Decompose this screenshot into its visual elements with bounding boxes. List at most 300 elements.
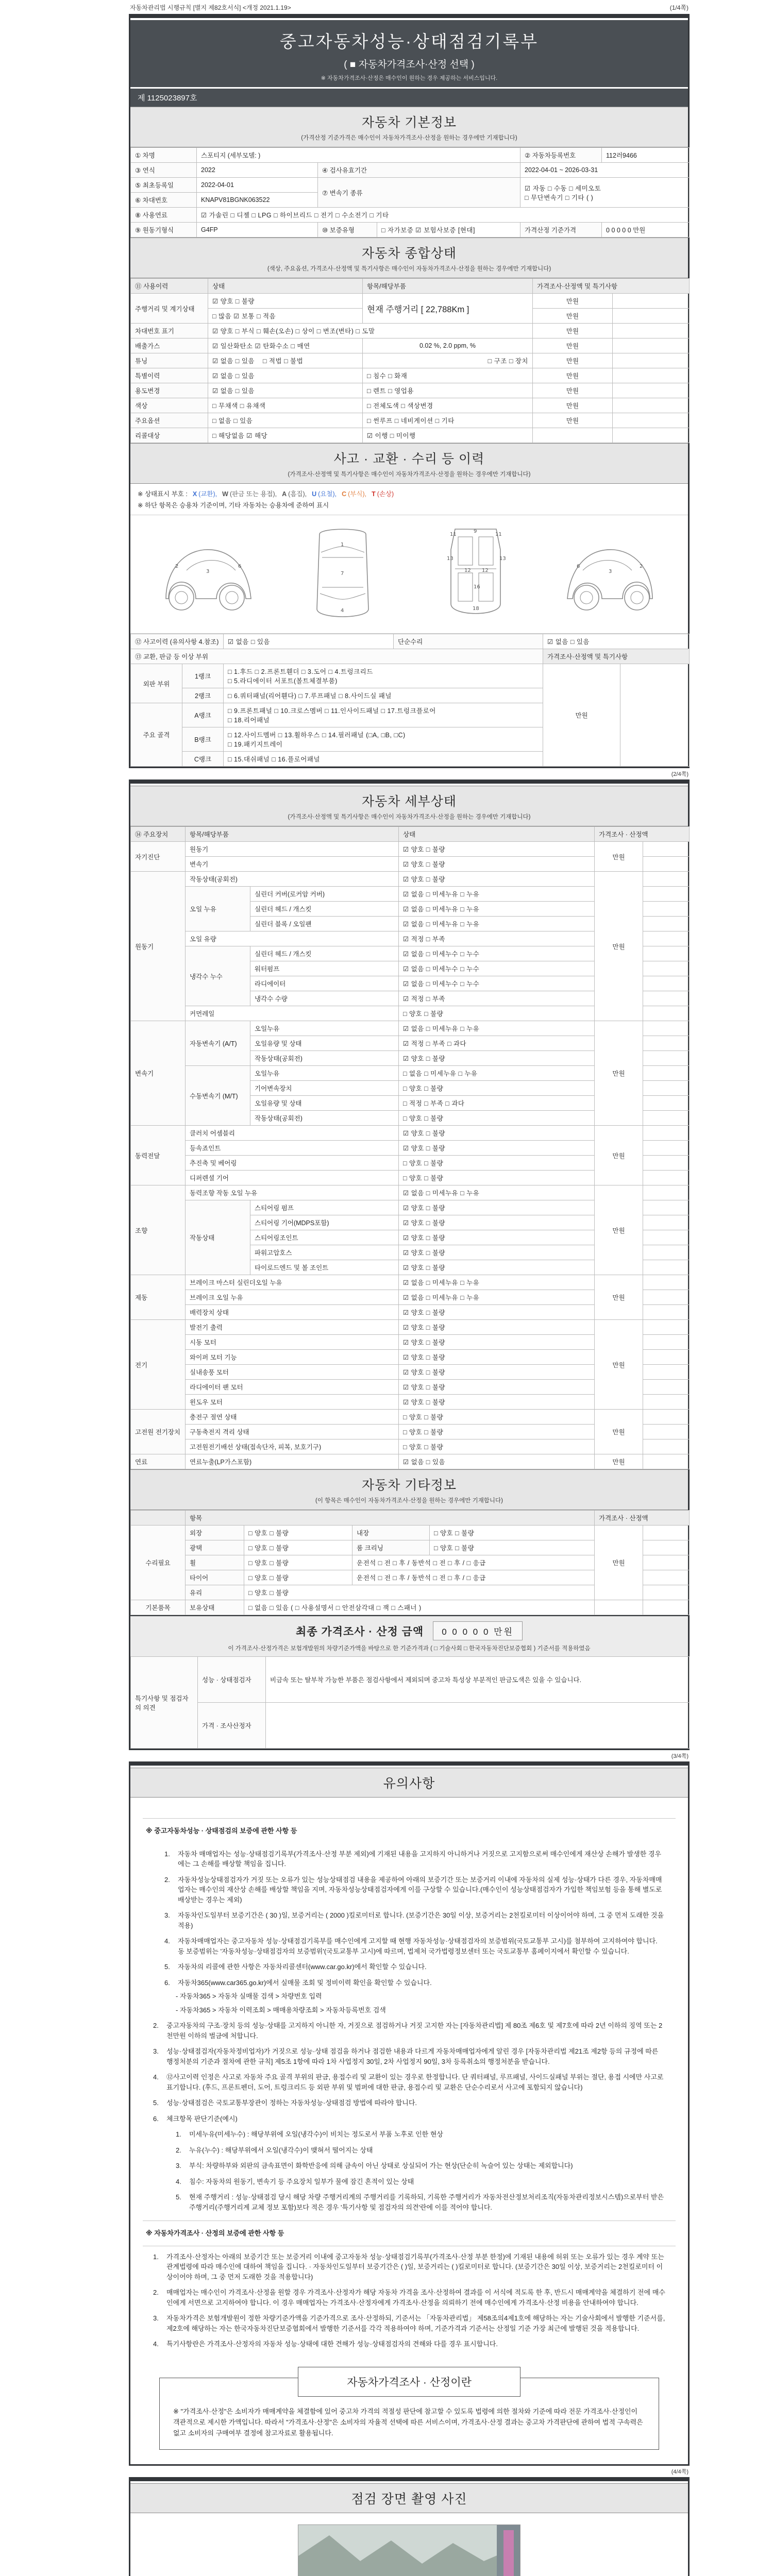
notes-cell bbox=[643, 1350, 690, 1365]
checkbox-group: ☑ 일산화탄소 ☑ 탄화수소 □ 매연 bbox=[208, 338, 363, 353]
svg-text:3: 3 bbox=[609, 569, 612, 574]
item-label: 냉각수 수량 bbox=[250, 991, 399, 1006]
price-cell: 만원 bbox=[533, 338, 613, 353]
notice-item: 5. 자동차의 리콜에 관한 사항은 자동차리콜센터(www.car.go.kr)에서 확인할 수 있습니다. bbox=[164, 1963, 427, 1971]
notes-cell bbox=[613, 383, 690, 398]
notice-item: 5. 현재 주행거리 : 성능·상태점검 당시 해당 차량 주행거리계의 주행거리를 기록하되, 기록한 주행거리가 자동차전산정보처리조직(자동차관리정보시스템)으로부터 받은 주행거리(주행거리계 교체 정보 포함)보다 적은 경우 '특기사항 및 점검자의 의견'란에 이를 적어야 합니다. bbox=[176, 2193, 664, 2211]
page-number-2: (2/4쪽) bbox=[671, 771, 688, 777]
notes-cell bbox=[643, 1185, 690, 1200]
checkbox-group: ☑ 양호 □ 불량 bbox=[399, 842, 595, 857]
item-label: 작동상태(공회전) bbox=[250, 1051, 399, 1066]
checkbox-group: □ 양호 □ 불량 bbox=[430, 1540, 595, 1555]
notes-cell bbox=[643, 1410, 690, 1425]
price-cell: 만원 bbox=[595, 1275, 643, 1320]
notes-cell bbox=[613, 353, 690, 368]
price-cell: 만원 bbox=[533, 353, 613, 368]
notes-cell bbox=[613, 309, 690, 324]
svg-text:13: 13 bbox=[447, 556, 453, 562]
group-label: 조향 bbox=[131, 1185, 186, 1275]
notes-cell bbox=[643, 872, 690, 887]
notes-cell bbox=[643, 1156, 690, 1171]
checkbox-group: □ 썬루프 □ 네비게이션 □ 기타 bbox=[363, 413, 533, 428]
notes-cell bbox=[643, 887, 690, 902]
checkbox-group: ☑ 이행 □ 미이행 bbox=[363, 428, 533, 443]
notice-item: 4. ⑫사고이력 인정은 사고로 자동차 주요 골격 부위의 판금, 용접수리 및 교환이 있는 경우로 한정합니다. 단 쿼터패널, 루프패널, 사이드실패널 부위는 절단, 용접 시에만 사고로 표기합니다. (후드, 프론트펜더, 도어, 트렁크리드 등 외판 부위 및 범퍼에 대한 판금, 용접수리 및 교환은 단순수리로서 사고에 포함되지 않습니다) bbox=[153, 2073, 664, 2091]
item-label: 내장 bbox=[352, 1526, 430, 1540]
page2-block bbox=[129, 779, 690, 1750]
field-value: 스포티지 (세부모델: ) bbox=[197, 148, 520, 163]
svg-text:3: 3 bbox=[206, 569, 210, 574]
checkbox-group: ☑ 없음 □ 미세누유 □ 누유 bbox=[399, 1290, 595, 1305]
item-label: 동력조향 작동 오일 누유 bbox=[186, 1185, 399, 1200]
item-label: 브레이크 오일 누유 bbox=[186, 1290, 399, 1305]
checkbox-group: ☑ 양호 □ 불량 bbox=[399, 1305, 595, 1320]
item-label: 라디에이터 팬 모터 bbox=[186, 1380, 399, 1395]
field-value: 112러9466 bbox=[602, 148, 690, 163]
item-label: 구동축전지 격리 상태 bbox=[186, 1425, 399, 1439]
page-number-3: (3/4쪽) bbox=[671, 1753, 688, 1759]
item-label: 타이어 bbox=[186, 1570, 244, 1585]
checkbox-group: □ 많음 ☑ 보통 □ 적음 bbox=[208, 309, 363, 324]
notes-cell bbox=[643, 961, 690, 976]
law-reference: 자동차관리법 시행규칙 [별지 제82호서식] <개정 2021.1.19> bbox=[130, 4, 291, 11]
detail-state-header bbox=[130, 786, 688, 826]
notes-cell bbox=[643, 1215, 690, 1230]
item-label: 브레이크 마스터 실린더오일 누유 bbox=[186, 1275, 399, 1290]
price-cell: 만원 bbox=[533, 413, 613, 428]
checkbox-group: ☑ 양호 □ 불량 bbox=[399, 1126, 595, 1141]
item-label: 실린더 헤드 / 개스킷 bbox=[250, 946, 399, 961]
notice-item: 5. 성능·상태점검은 국토교통부장관이 정하는 자동차성능·상태점검 방법에 따라야 합니다. bbox=[153, 2099, 417, 2107]
notes-cell bbox=[643, 1305, 690, 1320]
basic-info-table bbox=[130, 147, 690, 238]
notice-item: 2. 누유(누수) : 해당부위에서 오일(냉각수)이 맺혀서 떨어지는 상태 bbox=[176, 2146, 373, 2154]
col-header: ⑭ 주요장치 bbox=[131, 827, 186, 842]
field-label: ⑥ 차대번호 bbox=[131, 193, 197, 208]
car-diagram-right-side bbox=[557, 521, 668, 627]
transmission-options-line2: □ 무단변속기 □ 기타 ( ) bbox=[525, 194, 594, 201]
checkbox-group: ☑ 없음 □ 있음 bbox=[543, 634, 690, 649]
notes-cell bbox=[643, 1200, 690, 1215]
page-meta-line bbox=[129, 0, 690, 14]
notes-cell bbox=[643, 1335, 690, 1350]
item-label: 원동기 bbox=[186, 842, 399, 857]
item-label: 충전구 절연 상태 bbox=[186, 1410, 399, 1425]
car-damage-diagrams bbox=[130, 515, 688, 634]
other-info-table bbox=[130, 1510, 690, 1615]
detail-state-subtitle: (가격조사·산정액 및 특기사항은 매수인이 자동차가격조사·산정을 원하는 경우에만 기재합니다) bbox=[288, 814, 531, 820]
report-subtitle: ( ■ 자동차가격조사·산정 선택 ) bbox=[344, 59, 475, 70]
legend-note: ※ 하단 항목은 승용차 기준이며, 기타 자동차는 승용차에 준하여 표시 bbox=[130, 499, 688, 515]
checkbox-group: ☑ 없음 □ 있음 □ 적법 □ 불법 bbox=[208, 353, 363, 368]
checkbox-group: ☑ 없음 □ 있음 bbox=[208, 383, 363, 398]
price-cell: 만원 bbox=[533, 324, 613, 338]
notice-item: 3. 부식: 차량하부와 외판의 금속표면이 화학반응에 의해 금속이 아닌 상태로 상실되어 가는 현상(단순히 녹슬어 있는 상태는 제외합니다) bbox=[176, 2162, 573, 2170]
notes-cell bbox=[613, 294, 690, 309]
checkbox-group: ☑ 양호 □ 불량 bbox=[399, 872, 595, 887]
notes-cell bbox=[643, 1260, 690, 1275]
row-label: ⑫ 사고이력 (유의사항 4.참조) bbox=[131, 634, 224, 649]
row-label: 튜닝 bbox=[131, 353, 208, 368]
price-cell: 만원 bbox=[595, 1320, 643, 1410]
price-cell: 만원 bbox=[543, 664, 620, 767]
col-header: 가격조사·산정액 및 특기사항 bbox=[533, 279, 690, 294]
group-label: 외판 부위 bbox=[131, 664, 182, 703]
checkbox-group: ☑ 없음 □ 미세누수 □ 누수 bbox=[399, 961, 595, 976]
col-header: 상태 bbox=[399, 827, 595, 842]
price-cell: 만원 bbox=[533, 383, 613, 398]
notice-item: 2. 매매업자는 매수인이 가격조사·산정을 원할 경우 가격조사·산정자가 해당 자동차 가격을 조사·산정하여 결과를 이 서식에 적도록 한 후, 반드시 매매계약을 체결하기 전에 매수인에게 서면으로 고지하여야 합니다. 이 경우 매매업자는 가격조사·산정자에게 가격조사·산정을 의뢰하기 전에 매수인에게 가격조사·산정 비용을 안내하여야 합니다. bbox=[153, 2289, 665, 2307]
overall-state-header bbox=[130, 238, 688, 278]
item-label: 스티어링조인트 bbox=[250, 1230, 399, 1245]
svg-text:9: 9 bbox=[474, 529, 477, 534]
checkbox-group: ☑ 없음 □ 미세누유 □ 누유 bbox=[399, 902, 595, 917]
notes-cell bbox=[643, 976, 690, 991]
notice-item: ※ 자동차가격조사 · 산정의 보증에 관한 사항 등 bbox=[143, 2221, 676, 2246]
notes-cell bbox=[643, 1141, 690, 1156]
checkbox-group: ☑ 없음 □ 미세누유 □ 누유 bbox=[399, 1021, 595, 1036]
svg-text:12: 12 bbox=[464, 568, 471, 573]
notes-cell bbox=[620, 664, 690, 767]
checkbox-group: 운전석 □ 전 □ 후 / 동반석 □ 전 □ 후 / □ 응급 bbox=[352, 1555, 595, 1570]
price-cell: 만원 bbox=[533, 309, 613, 324]
price-cell bbox=[533, 428, 613, 443]
field-label: 가격산정 기준가격 bbox=[520, 223, 602, 238]
basic-info-subtitle: (가격산정 기준가격은 매수인이 자동차가격조사·산정을 원하는 경우에만 기재합니다) bbox=[301, 135, 517, 141]
field-label: ① 차명 bbox=[131, 148, 197, 163]
notice-item: - 자동차365 > 자동차 실매물 검색 > 차량번호 입력 bbox=[176, 1992, 322, 2000]
col-header bbox=[131, 1511, 186, 1526]
item-label: 스티어링 기어(MDPS포함) bbox=[250, 1215, 399, 1230]
notes-cell bbox=[643, 1066, 690, 1081]
checkbox-group: □ 양호 □ 불량 bbox=[399, 1111, 595, 1126]
checkbox-group: ☑ 양호 □ 불량 bbox=[399, 1245, 595, 1260]
checkbox-group: ☑ 없음 □ 있음 bbox=[208, 368, 363, 383]
group-label: 동력전달 bbox=[131, 1126, 186, 1185]
item-label: 오일누유 bbox=[250, 1066, 399, 1081]
notes-cell bbox=[613, 338, 690, 353]
other-info-title: 자동차 기타정보 bbox=[362, 1478, 457, 1493]
final-price-note: 이 가격조사·산정가격은 보험개발원의 차량기준가액을 바탕으로 한 기준가격과 ( □ 기술사회 □ 한국자동차진단보증협회 ) 기준서를 적용하였음 bbox=[228, 1646, 591, 1652]
checkbox-group: □ 양호 □ 불량 bbox=[399, 1081, 595, 1096]
svg-text:2: 2 bbox=[640, 564, 643, 569]
notes-cell bbox=[643, 1171, 690, 1185]
checkbox-group: □ 양호 □ 불량 bbox=[430, 1526, 595, 1540]
group-label: 변속기 bbox=[131, 1021, 186, 1126]
checkbox-group: ☑ 양호 □ 불량 bbox=[399, 1051, 595, 1066]
price-cell: 만원 bbox=[595, 842, 643, 872]
item-label: 와이퍼 모터 기능 bbox=[186, 1350, 399, 1365]
price-cell: 만원 bbox=[533, 368, 613, 383]
checkbox-group: □ 무채색 □ 유채색 bbox=[208, 398, 363, 413]
checkbox-group: □ 양호 □ 불량 bbox=[399, 1410, 595, 1425]
car-diagram-top-view bbox=[291, 521, 394, 627]
row-label: 리콜대상 bbox=[131, 428, 208, 443]
col-header: 항목 bbox=[186, 1511, 595, 1526]
item-label: 워터펌프 bbox=[250, 961, 399, 976]
field-label: ⑦ 변속기 종류 bbox=[318, 178, 520, 208]
col-header: 가격조사 · 산정액 bbox=[595, 827, 690, 842]
price-cell: 만원 bbox=[533, 398, 613, 413]
notice-item: 1. 자동차 매매업자는 성능·상태점검기록부(가격조사·산정 부분 제외)에 기재된 내용을 고지하지 아니하거나 거짓으로 고지함으로써 매수인에게 재산상 손해가 발생한 경우에는 그 손해를 배상할 책임을 집니다. bbox=[164, 1850, 661, 1868]
accident-repair-table bbox=[130, 634, 690, 767]
notice-item: 2. 중고자동차의 구조·장치 등의 성능·상태를 고지하지 아니한 자, 거짓으로 점검하거나 거짓 고지한 자는 [자동차관리법] 제 80조 제6호 및 제7호에 따라 2년 이하의 징역 또는 2천만원 이하의 벌금에 처합니다. bbox=[153, 2022, 663, 2040]
inspector-opinion-text: 비금속 또는 탈부착 가능한 부품은 점검사항에서 제외되며 중고차 특성상 부분적인 판금도색은 있을 수 있습니다. bbox=[266, 1657, 690, 1703]
checkbox-group: 운전석 □ 전 □ 후 / 동반석 □ 전 □ 후 / □ 응급 bbox=[352, 1570, 595, 1585]
page4-block bbox=[129, 2477, 690, 2576]
page3-block bbox=[129, 1761, 690, 2466]
checkbox-group: ☑ 양호 □ 불량 bbox=[399, 1141, 595, 1156]
notes-cell bbox=[643, 1439, 690, 1454]
notes-cell bbox=[643, 902, 690, 917]
item-label: 윈도우 모터 bbox=[186, 1395, 399, 1410]
item-label: 실린더 커버(로커암 커버) bbox=[250, 887, 399, 902]
checkbox-group: ☑ 양호 □ 불량 bbox=[208, 294, 363, 309]
price-cell: 만원 bbox=[595, 1526, 643, 1600]
checkbox-group: ☑ 없음 □ 미세누유 □ 누유 bbox=[399, 1185, 595, 1200]
notes-cell bbox=[643, 1036, 690, 1051]
notes-cell bbox=[643, 1096, 690, 1111]
detail-state-table bbox=[130, 826, 690, 1469]
price-cell: 만원 bbox=[595, 1021, 643, 1126]
notice-item: ※ 중고자동차성능 · 상태점검의 보증에 관한 사항 등 bbox=[143, 1818, 676, 1843]
checkbox-group: ☑ 양호 □ 불량 bbox=[399, 857, 595, 872]
car-diagram-underbody bbox=[424, 521, 527, 627]
item-label: 룸 크리닝 bbox=[352, 1540, 430, 1555]
report-note: ※ 자동차가격조사·산정은 매수인이 원하는 경우 제공하는 서비스입니다. bbox=[321, 75, 498, 81]
item-label: 광택 bbox=[186, 1540, 244, 1555]
notes-cell bbox=[643, 1540, 690, 1555]
checkbox-group: ☑ 양호 □ 불량 bbox=[399, 1215, 595, 1230]
row-label: 차대번호 표기 bbox=[131, 324, 208, 338]
page-number-1: (1/4쪽) bbox=[669, 4, 688, 11]
row-label: ⑬ 교환, 판금 등 이상 부위 bbox=[131, 649, 543, 664]
notes-cell bbox=[643, 1245, 690, 1260]
page-number-4: (4/4쪽) bbox=[671, 2468, 688, 2475]
notice-item: 3. 자동차인도일부터 보증기간은 ( 30 )일, 보증거리는 ( 2000 )킬로미터로 합니다. (보증기간은 30일 이상, 보증거리는 2천킬로미터 이상이어야 하며, 그 중 먼저 도래한 것을 적용) bbox=[164, 1911, 664, 1929]
notes-cell bbox=[643, 1555, 690, 1570]
notes-cell bbox=[643, 1051, 690, 1066]
price-cell: 만원 bbox=[595, 1410, 643, 1454]
notes-cell bbox=[643, 1021, 690, 1036]
checkbox-group: □ 적정 □ 부족 □ 과다 bbox=[399, 1096, 595, 1111]
notice-header bbox=[130, 1768, 688, 1798]
checkbox-group: □ 양호 □ 불량 bbox=[244, 1540, 352, 1555]
final-price-band bbox=[130, 1615, 688, 1656]
item-label: 고전원전기배선 상태(접속단자, 피복, 보호기구) bbox=[186, 1439, 399, 1454]
notes-cell bbox=[643, 991, 690, 1006]
item-label: 작동상태(공회전) bbox=[186, 872, 399, 887]
svg-text:12: 12 bbox=[482, 568, 489, 573]
notice-item: 4. 자동차매매업자는 중고자동차 성능·상태점검기록부를 매수인에게 고지할 때 현행 자동차성능·상태점검자의 보증범위(국토교통부 고시)를 첨부하여 고지하여야 합니다. 동 보증범위는 '자동차성능·상태점검자의 보증범위'(국토교통부 고시)에 따르며, 법제처 국가법령정보센터 또는 국토교통부 홈페이지에서 확인할 수 있습니다. bbox=[164, 1937, 658, 1955]
notes-cell bbox=[643, 842, 690, 857]
report-title-band bbox=[130, 20, 688, 87]
item-label: 파워고압호스 bbox=[250, 1245, 399, 1260]
checkbox-group: □ 양호 □ 불량 bbox=[399, 1425, 595, 1439]
checkbox-group: □ 9.프론트패널 □ 10.크로스멤버 □ 11.인사이드패널 □ 17.트렁크플로어 □ 18.리어패널 bbox=[224, 703, 543, 727]
notes-cell bbox=[643, 1320, 690, 1335]
final-price-label: 최종 가격조사 · 산정 금액 bbox=[296, 1625, 424, 1638]
field-label: ② 자동차등록번호 bbox=[520, 148, 602, 163]
overall-state-table bbox=[130, 278, 690, 443]
checkbox-group: □ 15.대쉬패널 □ 16.플로어패널 bbox=[224, 752, 543, 767]
field-label: ③ 연식 bbox=[131, 163, 197, 178]
col-header: 가격조사·산정액 및 특기사항 bbox=[543, 649, 690, 664]
field-label: ⑩ 보증유형 bbox=[318, 223, 377, 238]
item-label: 스티어링 펌프 bbox=[250, 1200, 399, 1215]
page1-block bbox=[129, 14, 690, 768]
pricing-info-title: 자동차가격조사 · 산정이란 bbox=[298, 2367, 520, 2397]
notes-cell bbox=[643, 917, 690, 931]
other-info-subtitle: (이 항목은 매수인이 자동차가격조사·산정을 원하는 경우에만 기재합니다) bbox=[315, 1498, 503, 1504]
pricing-info-box bbox=[159, 2378, 659, 2450]
svg-text:6: 6 bbox=[238, 564, 242, 569]
price-cell: 만원 bbox=[595, 1454, 643, 1469]
notes-cell bbox=[643, 1230, 690, 1245]
notice-title: 유의사항 bbox=[383, 1776, 435, 1791]
row-label: 가격 · 조사산정자 bbox=[198, 1703, 266, 1749]
item-label: 오일누유 bbox=[250, 1021, 399, 1036]
row-label: 단순수리 bbox=[394, 634, 543, 649]
field-value: 2022-04-01 ~ 2026-03-31 bbox=[520, 163, 690, 178]
row-label: 주행거리 및 계기상태 bbox=[131, 294, 208, 324]
checkbox-group: □ 양호 □ 불량 bbox=[399, 1171, 595, 1185]
document-number: 제 1125023897호 bbox=[130, 87, 688, 107]
field-value: 0 0 0 0 0 만원 bbox=[602, 223, 690, 238]
item-label: 클러치 어셈블리 bbox=[186, 1126, 399, 1141]
checkbox-group: ☑ 양호 □ 불량 bbox=[399, 1320, 595, 1335]
svg-text:13: 13 bbox=[499, 556, 506, 562]
checkbox-group: □ 양호 □ 불량 bbox=[399, 1006, 595, 1021]
checkbox-group: □ 양호 □ 불량 bbox=[399, 1439, 595, 1454]
other-info-header bbox=[130, 1469, 688, 1510]
checkbox-group: ☑ 없음 □ 미세누유 □ 누유 bbox=[399, 887, 595, 902]
checkbox-group: ☑ 양호 □ 불량 bbox=[399, 1365, 595, 1380]
col-header: 항목/해당부품 bbox=[186, 827, 399, 842]
notes-cell bbox=[613, 368, 690, 383]
group-label: 원동기 bbox=[131, 872, 186, 1021]
notes-cell bbox=[613, 413, 690, 428]
inspection-photos bbox=[130, 2513, 688, 2576]
state-code-legend: ※ 상태표시 부호 : X (교환), W (판금 또는 용접), A (흠집), U (요철), C (부식), T (손상) bbox=[138, 490, 394, 498]
item-label: 실린더 블록 / 오일팬 bbox=[250, 917, 399, 931]
group-label: 전기 bbox=[131, 1320, 186, 1410]
checkbox-group: ☑ 없음 □ 있음 bbox=[224, 634, 394, 649]
group-label: 기본품목 bbox=[131, 1600, 186, 1615]
item-label: 유리 bbox=[186, 1585, 244, 1600]
row-label: 성능 · 상태점검자 bbox=[198, 1657, 266, 1703]
checkbox-group: ☑ 없음 □ 미세누유 □ 누유 bbox=[399, 917, 595, 931]
field-label: ⑤ 최초등록일 bbox=[131, 178, 197, 193]
group-label: 특기사항 및 점검자의 의견 bbox=[131, 1657, 198, 1749]
item-label: 오일 유량 bbox=[186, 931, 399, 946]
notice-item: 4. 특기사항란은 가격조사·산정자의 자동차 성능·상태에 대한 견해가 성능·상태점검자의 견해와 다를 경우 표시합니다. bbox=[153, 2340, 498, 2348]
svg-text:7: 7 bbox=[341, 571, 344, 577]
basic-info-header bbox=[130, 107, 688, 147]
col-header: 상태 bbox=[208, 279, 363, 294]
item-label: 연료누출(LP가스포함) bbox=[186, 1454, 399, 1469]
notice-item: 3. 성능·상태점검자(자동차정비업자)가 거짓으로 성능·상태 점검을 하거나 점검한 내용과 다르게 자동차매매업자에게 알린 경우 [자동차관리법 제21조 제2항 등의 규정에 따른 행정처분의 기준과 절차에 관한 규칙] 제5조 1항에 따라 1차 사업정지 30일, 2차 사업정지 90일, 3차 등록취소의 행정처분을 받습니다. bbox=[153, 2047, 659, 2065]
checkbox-group: □ 렌트 □ 영업용 bbox=[363, 383, 533, 398]
notes-cell bbox=[643, 1425, 690, 1439]
accident-history-header bbox=[130, 443, 688, 484]
col-header: ⑪ 사용이력 bbox=[131, 279, 208, 294]
notice-item: - 자동차365 > 자동차 이력조회 > 매매용차량조회 > 자동차등록번호 검색 bbox=[176, 2006, 386, 2014]
svg-text:1: 1 bbox=[341, 542, 344, 548]
item-label: 발전기 출력 bbox=[186, 1320, 399, 1335]
price-cell: 만원 bbox=[595, 872, 643, 1021]
item-label: 실내송풍 모터 bbox=[186, 1365, 399, 1380]
photo-section-title: 점검 장면 촬영 사진 bbox=[351, 2492, 467, 2506]
checkbox-group: □ 1.후드 □ 2.프론트휀더 □ 3.도어 □ 4.트렁크리드 □ 5.라디에이터 서포트(볼트체결부품) bbox=[224, 664, 543, 688]
legend-prefix: ※ 상태표시 부호 : bbox=[138, 490, 188, 498]
transmission-options-line1: ☑ 자동 □ 수동 □ 세미오토 bbox=[525, 184, 601, 192]
checkbox-group: ☑ 없음 □ 미세누유 □ 누유 bbox=[399, 1275, 595, 1290]
appraiser-opinion-text bbox=[266, 1703, 690, 1749]
item-label: 기어변속장치 bbox=[250, 1081, 399, 1096]
sub-label: 작동상태 bbox=[186, 1200, 250, 1275]
notes-cell bbox=[643, 946, 690, 961]
notes-cell bbox=[643, 1600, 690, 1615]
svg-text:11: 11 bbox=[495, 532, 502, 537]
item-label: 시동 모터 bbox=[186, 1335, 399, 1350]
group-label: 수리필요 bbox=[131, 1526, 186, 1600]
svg-text:6: 6 bbox=[577, 564, 580, 569]
report-title: 중고자동차성능·상태점검기록부 bbox=[279, 32, 539, 51]
item-label: 커먼레일 bbox=[186, 1006, 399, 1021]
checkbox-group: □ 전체도색 □ 색상변경 bbox=[363, 398, 533, 413]
notes-cell bbox=[613, 324, 690, 338]
checkbox-group: ☑ 없음 □ 미세누수 □ 누수 bbox=[399, 976, 595, 991]
notice-item: 6. 체크항목 판단기준(예시) bbox=[153, 2114, 238, 2123]
checkbox-group: □ 해당없음 ☑ 해당 bbox=[208, 428, 363, 443]
checkbox-group: ☑ 양호 □ 불량 bbox=[399, 1335, 595, 1350]
notes-cell bbox=[643, 1111, 690, 1126]
field-value: 2022 bbox=[197, 163, 318, 178]
notice-item: 6. 자동차365(www.car365.go.kr)에서 실매물 조회 및 정비이력 확인을 확인할 수 있습니다. bbox=[164, 1978, 432, 1987]
checkbox-group: ☑ 양호 □ 불량 bbox=[399, 1230, 595, 1245]
notes-cell bbox=[643, 1006, 690, 1021]
notes-cell bbox=[613, 428, 690, 443]
field-label: ⑧ 사용연료 bbox=[131, 208, 197, 223]
notes-cell bbox=[643, 1290, 690, 1305]
checkbox-group: ☑ 적정 □ 부족 □ 과다 bbox=[399, 1036, 595, 1051]
notice-item: 4. 침수: 자동차의 원동기, 변속기 등 주요장치 일부가 물에 잠긴 흔적이 있는 상태 bbox=[176, 2177, 414, 2185]
checkbox-group: ☑ 양호 □ 불량 bbox=[399, 1350, 595, 1365]
final-price-amount: 0 0 0 0 0 만원 bbox=[433, 1621, 523, 1640]
photo-section-header bbox=[130, 2483, 688, 2513]
svg-text:2: 2 bbox=[175, 564, 179, 569]
sub-label: 수동변속기 (M/T) bbox=[186, 1066, 250, 1126]
group-label: 연료 bbox=[131, 1454, 186, 1469]
emission-values: 0.02 %, 2.0 ppm, % bbox=[363, 338, 533, 353]
notice-item: 1. 가격조사·산정자는 아래의 보증기간 또는 보증거리 이내에 중고자동차 성능·상태점검기록부(가격조사·산정 부분 한정)에 기재된 내용에 허위 또는 오류가 있는 경우 계약 또는 관계법령에 따라 매수인에 대하여 책임을 집니다. · 자동차인도일부터 보증기간은 ( )일, 보증거리는 ( )킬로미터로 합니다. (보증기간은 30일 이상, 보증거리는 2천킬로미터 이상이어야 하며, 그 중 먼저 도래한 것을 적용합니다) bbox=[153, 2252, 664, 2281]
checkbox-group: □ 구조 □ 장치 bbox=[363, 353, 533, 368]
item-label: 작동상태(공회전) bbox=[250, 1111, 399, 1126]
sub-label: 오일 누유 bbox=[186, 887, 250, 931]
checkbox-group: ☑ 양호 □ 부식 □ 훼손(오손) □ 상이 □ 변조(변타) □ 도말 bbox=[208, 324, 533, 338]
photo-front-view bbox=[298, 2524, 520, 2576]
sub-label: 자동변속기 (A/T) bbox=[186, 1021, 250, 1066]
price-cell: 만원 bbox=[595, 1185, 643, 1275]
notice-item: 3. 자동차가격은 보험개발원이 정한 차량기준가액을 기준가격으로 조사·산정하되, 기준서는 「자동차관리법」 제58조의4제1호에 해당하는 자는 기술사회에서 발행한 기준서를, 제2호에 해당하는 자는 한국자동차진단보증협회에서 발행한 기준서를 각각 적용하여야 하며, 기준가격과 기준서는 산정일 기준 가장 최근에 발행된 것을 적용합니다. bbox=[153, 2314, 665, 2332]
inspector-opinion-table bbox=[130, 1656, 690, 1749]
checkbox-group: □ 12.사이드멤버 □ 13.휠하우스 □ 14.필러패널 (□A, □B, □C) □ 19.패키지트레이 bbox=[224, 727, 543, 752]
accident-history-title: 사고 · 교환 · 수리 등 이력 bbox=[333, 452, 485, 466]
svg-text:18: 18 bbox=[473, 606, 479, 612]
rank-label: A랭크 bbox=[182, 703, 224, 727]
checkbox-group: □ 양호 □ 불량 bbox=[244, 1585, 595, 1600]
